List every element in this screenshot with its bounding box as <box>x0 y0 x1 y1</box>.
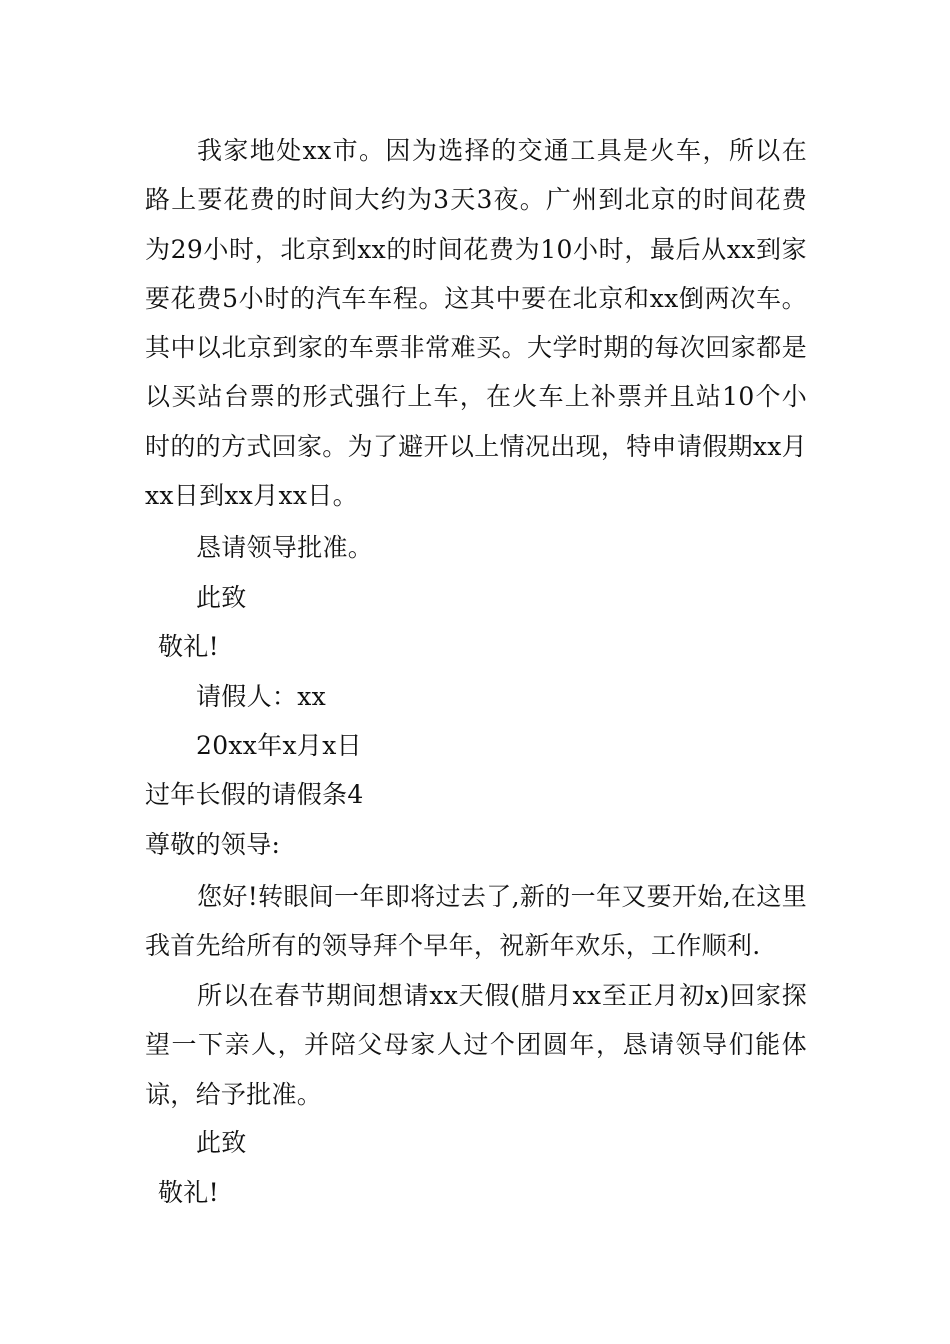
letter4-para1-block <box>145 872 807 971</box>
letter3-date-line: 20xx年x月x日 <box>196 731 362 760</box>
letter3-body-paragraph: 我家地处xx市。因为选择的交通工具是火车，所以在路上要花费的时间大约为3天3夜。广州到北京的时间花费为29小时，北京到xx的时间花费为10小时，最后从xx到家要花费5小时的汽车车程。这其中要在北京和xx倒两次车。其中以北京到家的车票非常难买。大学时期的每次回家都是以买站台票的形式强行上车，在火车上补票并且站10个小时的的方式回家。为了避开以上情况出现，特申请假期xx月xx日到xx月xx日。 <box>145 136 807 511</box>
letter4-greeting: 尊敬的领导: <box>145 830 281 859</box>
letter4-para2: 所以在春节期间想请xx天假(腊月xx至正月初x)回家探望一下亲人，并陪父母家人过个团圆年，恳请领导们能体谅，给予批准。 <box>145 981 807 1109</box>
letter4-para1: 您好!转眼间一年即将过去了,新的一年又要开始,在这里我首先给所有的领导拜个早年，祝新年欢乐，工作顺利. <box>145 882 807 961</box>
letter3-signature-line: 请假人：xx <box>196 682 326 711</box>
letter3-salute-line: 敬礼! <box>158 632 219 661</box>
letter3-request-line: 恳请领导批准。 <box>196 533 374 562</box>
letter4-closing-line: 此致 <box>196 1128 247 1157</box>
letter3-closing-line: 此致 <box>196 583 247 612</box>
letter4-title: 过年长假的请假条4 <box>145 780 364 809</box>
letter4-para2-block <box>145 971 807 1119</box>
letter4-salute-line: 敬礼! <box>158 1178 219 1207</box>
letter3-body-block <box>145 126 807 520</box>
